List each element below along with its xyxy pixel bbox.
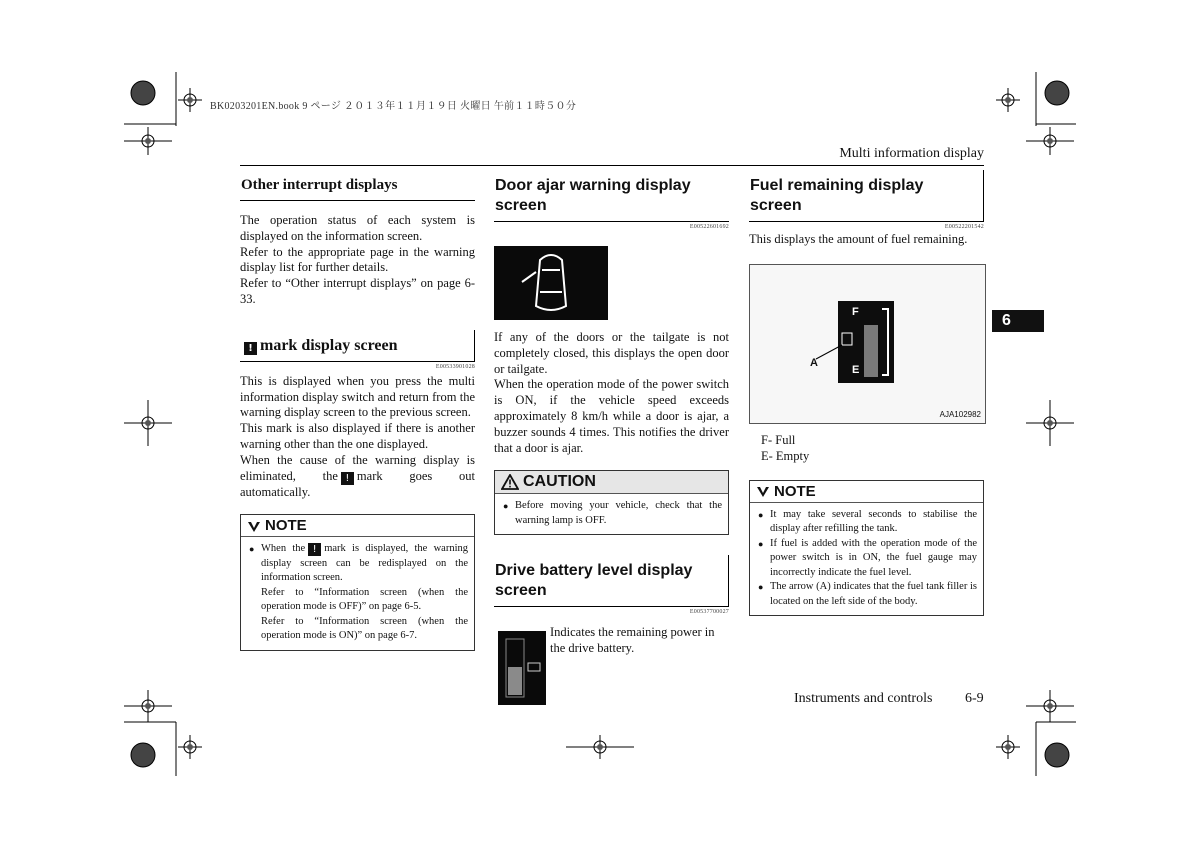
note-body — [241, 537, 474, 650]
figure-code: AJA102982 — [939, 409, 981, 419]
paragraph — [240, 453, 475, 501]
section-mark-display — [240, 330, 475, 362]
caution-box — [494, 470, 729, 535]
note-ref: Refer to “Information screen (when the operation mode is OFF)” on page 6-5. — [261, 586, 468, 613]
door-ajar-image — [494, 246, 608, 320]
fuel-figure — [749, 264, 986, 424]
note-header — [241, 515, 474, 537]
caution-triangle-icon — [501, 474, 519, 490]
mark-display-heading — [241, 336, 469, 356]
list-item — [249, 542, 468, 586]
note-icon — [756, 484, 770, 498]
paragraph: Refer to the appropriate page in the warning display list for further details. — [240, 244, 475, 275]
mark-display-title: mark display screen — [260, 336, 398, 354]
section-code: E00533901028 — [435, 363, 475, 370]
battery-text: Indicates the remaining power in the drive battery. — [550, 625, 715, 656]
paragraph: If any of the doors or the tailgate is not completely closed, this displays the open door or tailgate. — [494, 330, 729, 376]
battery-row — [494, 625, 729, 705]
page-number: 6-9 — [965, 691, 984, 706]
text-run: When the cause of the warning display is eliminated, the — [240, 452, 475, 483]
legend-full: F- Full — [761, 432, 796, 447]
section-door-ajar — [494, 170, 729, 222]
section-code: E00522201542 — [944, 224, 984, 230]
mark-display-body — [240, 374, 475, 501]
chapter-tab: 6 — [992, 310, 1044, 332]
car-door-icon — [494, 246, 608, 320]
fuel-legend — [761, 432, 984, 464]
caution-body — [495, 494, 728, 534]
note-box-right — [749, 480, 984, 617]
note-body — [750, 503, 983, 616]
note-ref: Refer to “Information screen (when the operation mode is ON)” on page 6-7. — [261, 615, 468, 642]
text-run: When the — [261, 543, 306, 555]
list-item: ● The arrow (A) indicates that the fuel tank filler is located on the left side of the body. — [758, 580, 977, 609]
battery-gauge-image — [498, 631, 546, 705]
fuel-label-f: F — [852, 305, 859, 318]
running-title: Multi information display — [839, 146, 984, 161]
label-a: A — [810, 356, 818, 369]
top-rule — [240, 165, 984, 166]
warning-icon: ! — [308, 543, 321, 556]
footer-section: Instruments and controls — [794, 691, 933, 706]
column-left — [240, 170, 475, 651]
other-interrupt-body — [240, 213, 475, 308]
print-info: BK0203201EN.book 9 ページ ２０１３年１１月１９日 火曜日 午前１１時５０分 — [210, 101, 577, 112]
note-icon — [247, 519, 261, 533]
note-header — [750, 481, 983, 503]
note-box-left — [240, 514, 475, 651]
paragraph: When the operation mode of the power switch is ON, if the vehicle speed exceeds approximately 8 km/h while a door is ajar, a buzzer sounds 4 times. This notifies the driver that a door is ajar. — [494, 377, 729, 455]
column-middle — [494, 170, 729, 705]
paragraph: This mark is also displayed if there is another warning other than the one displayed. — [240, 421, 475, 451]
column-right — [749, 170, 984, 616]
paragraph: Refer to “Other interrupt displays” on page 6-33. — [240, 276, 475, 306]
warning-icon: ! — [244, 342, 257, 355]
fuel-label-e: E — [852, 363, 860, 376]
list-item: ● It may take several seconds to stabilise the display after refilling the tank. — [758, 508, 977, 537]
section-code: E00537700027 — [689, 609, 729, 616]
arrow-a-leader — [812, 343, 872, 373]
fuel-heading: Fuel remaining display screen — [750, 177, 924, 214]
list-item: ● Before moving your vehicle, check that the warning lamp is OFF. — [503, 499, 722, 528]
text-run: mark goes out automatically. — [240, 468, 476, 499]
warning-icon: ! — [341, 472, 354, 485]
section-battery — [494, 555, 729, 607]
text-run: mark is displayed, the warning display screen can be redisplayed on the information screen. — [261, 543, 468, 584]
caution-header — [495, 471, 728, 494]
battery-gauge-icon — [498, 631, 546, 705]
door-ajar-heading: Door ajar warning display screen — [495, 177, 691, 214]
paragraph: This is displayed when you press the multi information display switch and return from the warning display screen to the previous screen. — [240, 373, 475, 420]
section-code: E00522601692 — [689, 224, 729, 230]
battery-heading: Drive battery level display screen — [495, 562, 693, 600]
section-other-interrupt — [240, 170, 475, 201]
paragraph: The operation status of each system is displayed on the information screen. — [240, 213, 475, 243]
note-title: NOTE — [265, 517, 307, 535]
other-interrupt-heading: Other interrupt displays — [241, 177, 398, 193]
caution-title: CAUTION — [523, 473, 596, 491]
fuel-intro: This displays the amount of fuel remaining. — [749, 232, 968, 246]
note-title: NOTE — [774, 482, 816, 500]
list-item: ● If fuel is added with the operation mode of the power switch is in ON, the fuel gauge may incorrectly indicate the fuel level. — [758, 537, 977, 581]
legend-empty: E- Empty — [761, 448, 810, 463]
section-fuel — [749, 170, 984, 222]
